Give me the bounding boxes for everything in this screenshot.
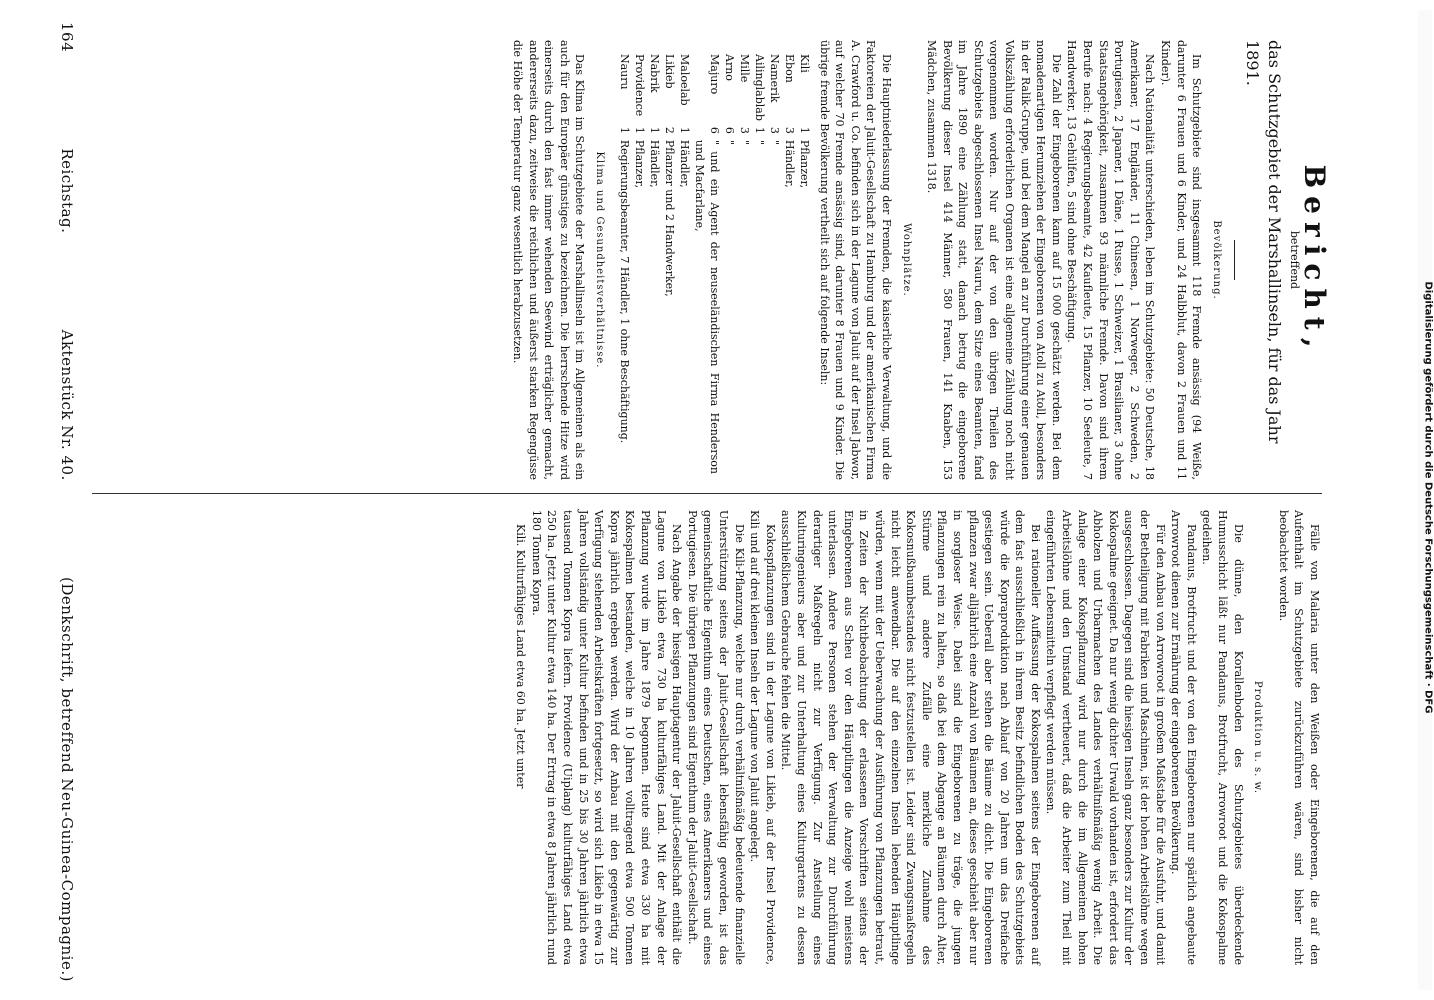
roster-count: 1 [617, 126, 631, 134]
roster-desc: Händler, [782, 139, 796, 188]
paragraph: Kokospflanzungen sind in der Lagune von Likieb, auf der Insel Providence, Kili und auf drei kleinen Inseln der Lagune von Jaluit angelegt. [748, 510, 777, 965]
paragraph: Nach Angabe der hiesigen Hauptagentur der Jaluit-Gesellschaft enthält die Lagune von Likieb etwa 730 ha kulturfähiges Land. Mit der Anlage der Pflanzung wurde im Jahre 1879 begonnen. Heute sind etwa 330 ha mit Kokospalmen bestanden, welche in 10 Jahren volltragend etwa 500 Tonnen Kopra jährlich ergeben werden. Wird der Anbau mit den gegenwärtig zur Verfügung stehenden Arbeitskräften fortgesetzt, so wird sich Likieb in etwa 15 Jahren vollständig unter Kultur befinden und in 25 bis 30 Jahren jährlich etwa tausend Tonnen Kopra liefern. Providence (Uiplang) kulturfähiges Land etwa 250 ha. Jetzt unter Kultur etwa 140 ha. Der Ertrag in etwa 8 Jahren jährlich rund 180 Tonnen Kopra. [529, 510, 684, 965]
roster-count: 1 [752, 126, 766, 134]
roster-row [737, 54, 752, 480]
section-heading-production: Produktion u. s. w. [1252, 680, 1264, 795]
betreffend-label: betreffend [1288, 230, 1302, 290]
settlement-roster [617, 54, 812, 480]
roster-count: 1 [797, 126, 811, 134]
dfg-sidebar [1418, 10, 1432, 990]
roster-count: 3 [767, 126, 781, 134]
roster-desc: " [752, 139, 766, 145]
roster-count: 1 [647, 126, 661, 134]
roster-row [782, 54, 797, 480]
roster-row [752, 54, 767, 480]
document-title: Bericht, [1298, 164, 1331, 356]
roster-desc: Pflanzer, [632, 139, 646, 189]
paragraph: Pandanus, Brotfrucht und der von den Eingeborenen nur spärlich angebaute Arrowroot dienen zur Ernährung der eingeborenen Bevölkerung. [1169, 510, 1198, 965]
dfg-attribution: Digitalisierung gefördert durch die Deutsche Forschungsgemeinschaft · DFG [1422, 281, 1434, 714]
paragraph: Kili. Kulturfähiges Land etwa 60 ha. Jetzt unter [514, 524, 528, 789]
roster-desc: Pflanzer, [797, 139, 811, 189]
right-column [92, 510, 1322, 965]
roster-count: 1 [632, 126, 646, 134]
roster-place: Kili [797, 54, 811, 73]
page-number: 164 [58, 22, 76, 53]
paragraph: Für den Anbau von Arrowroot in großem Maßstabe für die Ausfuhr, und damit der Betheiligung mit Fabriken und Maschinen, ist der hohen Arbeitslöhne wegen ausgeschlossen. Dagegen sind die hiesigen Inseln ganz besonders zur Kultur der Kokospalme geeignet. Da nur wenig dichter Urwald vorhanden ist, erfordert das Abholzen und Urbarmachen des Landes verhältnißmäßig wenig Arbeit. Die Anlage einer Kokospflanzung wird nur durch die im Allgemeinen hohen Arbeitslöhne und den Umstand vertheuert, daß die Arbeiter zum Theil mit eingeführten Lebensmitteln verpflegt werden müssen. [1044, 510, 1167, 965]
roster-desc: " und ein Agent der neuseeländischen Firma Henderson und Macfarlane, [692, 139, 721, 474]
header-right: (Denkschrift, betreffend Neu-Guinea-Compagnie.) [58, 577, 76, 982]
roster-place: Majuro [707, 54, 721, 95]
title-divider [1234, 240, 1235, 280]
roster-row [767, 54, 782, 480]
roster-row [722, 54, 737, 480]
roster-desc: Händler, [647, 139, 661, 188]
paragraph: Die Hauptniederlassung der Fremden, die kaiserliche Verwaltung, und die Faktoreien der Jaluit-Gesellschaft zu Hamburg und der amerikanischen Firma A. Crawford u. Co. befinden sich in der Lagune von Jaluit auf der Insel Jabwor, auf welcher 70 Fremde ansässig sind, darunter 8 Frauen und 9 Kinder. Die übrige fremde Bevölkerung vertheilt sich auf folgende Inseln: [817, 40, 893, 480]
section-heading-population: Bevölkerung. [1210, 220, 1222, 300]
roster-place: Ailinglablab [752, 54, 766, 121]
running-header [52, 22, 82, 982]
roster-row [662, 54, 677, 480]
roster-count: 3 [782, 126, 796, 134]
roster-desc: Regierungsbeamter, 7 Händler, 1 ohne Beschäftigung. [617, 139, 631, 444]
section-heading-settlements: Wohnplätze. [900, 223, 912, 297]
paragraph: Die dünne, den Korallenboden des Schutzgebietes überdeckende Humusschicht läßt nur Pandanus, Brotfrucht, Arrowroot und die Kokospalme gedeihen. [1200, 510, 1245, 965]
paragraph: Nach Nationalität unterschieden, leben im Schutzgebiete: 50 Deutsche, 18 Amerikaner, 17 Engländer, 11 Chinesen, 1 Norweger, 2 Schweden, 2 Portugiesen, 2 Japaner, 1 Däne, 1 Russe, 1 Schweizer, 1 Brasilianer, 3 ohne Staatsangehörigkeit, zusammen 93 männliche Fremde. Davon sind ihrem Berufe nach: 4 Regierungsbeamte, 42 Kaufleute, 15 Pflanzer, 10 Seeleute, 7 Handwerker, 13 Gehülfen, 5 sind ohne Beschäftigung. [1065, 40, 1157, 480]
header-center: Aktenstück Nr. 40. [58, 329, 76, 481]
roster-count: 3 [737, 126, 751, 134]
roster-place: Namerik [767, 54, 781, 103]
paragraph: Im Schutzgebiete sind insgesammt 118 Fremde ansässig (94 Weiße, darunter 6 Frauen und 6 Kinder, und 24 Halbblut, davon 2 Frauen und 11 Kinder). [1159, 40, 1204, 480]
paragraph: Bei rationeller Auffassung der Kokospalmen seitens der Eingeborenen auf dem fast ausschließlich in ihrem Besitz befindlichen Boden des Schutzgebiets würde die Kopraproduktion nach Ablauf von 20 Jahren um das Dreifache gestiegen sein. Ueberall aber stehen die Bäume zu dicht. Die Eingeborenen pflanzen zwar alljährlich eine Anzahl von Bäumen an, dieses geschieht aber nur in sorgloser Weise. Dabei sind die Eingeborenen zu träge, die jungen Pflanzungen rein zu halten, so daß bei dem Abgange an Bäumen durch Alter, Stürme und andere Zufälle eine merkliche Zunahme des Kokosnußbaumbestandes nicht festzustellen ist. Leider sind Zwangsmaßregeln nicht leicht anwendbar. Die auf den einzelnen Inseln lebenden Häuptlinge würden, wenn mit der Ueberwachung der Ausführung von Pflanzungen betraut, in Zeiten der Nichtbeobachtung der erlassenen Vorschriften seitens der Eingeborenen aus Scheu vor den Häuptlingen die Anzeige wohl meistens unterlassen. Andere Personen stehen der Verwaltung zur Durchführung derartiger Maßregeln nicht zur Verfügung. Zur Anstellung eines Kulturingenieurs aber und zur Unterhaltung eines Kulturgartens zu dessen ausschließlichem Gebrauche fehlen die Mittel. [779, 510, 1042, 965]
roster-desc: Händler, [677, 139, 691, 188]
roster-count: 1 [677, 126, 691, 134]
header-left: Reichstag. [58, 148, 76, 234]
roster-place: Providence [632, 54, 646, 117]
roster-place: Arno [722, 54, 736, 81]
roster-count: 6 [722, 126, 736, 134]
roster-place: Mille [737, 54, 751, 83]
paragraph: Das Klima im Schutzgebiete der Marshallinseln ist im Allgemeinen als ein auch für den Europäer günstiges zu bezeichnen. Die herrschende Hitze wird einerseits durch den fast immer wehenden Seewind erträglicher gemacht, andererseits dazu, zeitweise die reichlichen und äußerst starken Regengüsse die Höhe der Temperatur ganz wesentlich herabzusetzen. [511, 40, 587, 480]
paragraph: Die Zahl der Eingeborenen kann auf 15 000 geschätzt werden. Bei dem nomadenartigen Herumziehen der Eingeborenen von Atoll zu Atoll, besonders in der Ralik-Gruppe, und bei dem Mangel an zur Durchführung einer genauen Volkszählung erforderlichen Organen ist eine allgemeine Zählung noch nicht vorgenommen worden. Nur auf der von den übrigen Theilen des Schutzgebiets abgeschlossenen Insel Nauru, dem Sitze eines Beamten, fand im Jahre 1890 eine Zählung statt, danach betrug die eingeborene Bevölkerung dieser Insel 414 Männer, 580 Frauen, 141 Knaben, 153 Mädchen, zusammen 1318. [925, 40, 1063, 480]
roster-desc: " [722, 139, 736, 145]
paragraph: Die Kili-Pflanzung, welche nur durch verhältnißmäßig bedeutende finanzielle Unterstützung seitens der Jaluit-Gesellschaft lebensfähig geworden, ist das gemeinschaftliche Eigenthum eines Deutschen, eines Amerikaners und eines Portugiesen. Die übrigen Pflanzungen sind Eigenthum der Jaluit-Gesellschaft. [685, 510, 746, 965]
roster-desc: " [737, 139, 751, 145]
roster-row [797, 54, 812, 480]
roster-count: 6 [707, 126, 721, 134]
roster-desc: Pflanzer und 2 Handwerker, [662, 139, 676, 297]
roster-row [617, 54, 632, 480]
roster-row [692, 54, 722, 480]
paragraph: Fälle von Malaria unter den Weißen oder Eingeborenen, die auf den Aufenthalt im Schutzgebiete zurückzuführen wären, sind bisher nicht beobachtet worden. [1276, 510, 1321, 965]
document-subtitle: das Schutzgebiet der Marshallinseln, für das Jahr 1891. [1242, 40, 1284, 444]
left-column [92, 40, 1331, 480]
roster-count: 2 [662, 126, 676, 134]
roster-place: Nauru [617, 54, 631, 90]
roster-place: Nabrik [647, 54, 661, 93]
roster-row [632, 54, 647, 480]
roster-row [677, 54, 692, 480]
roster-place: Maloelab [677, 54, 691, 106]
roster-place: Ebon [782, 54, 796, 83]
roster-desc: " [767, 139, 781, 145]
column-divider [92, 493, 1322, 494]
section-heading-climate: Klima und Gesundheitsverhältnisse. [593, 151, 605, 369]
roster-row [647, 54, 662, 480]
roster-place: Likieb [662, 54, 676, 89]
